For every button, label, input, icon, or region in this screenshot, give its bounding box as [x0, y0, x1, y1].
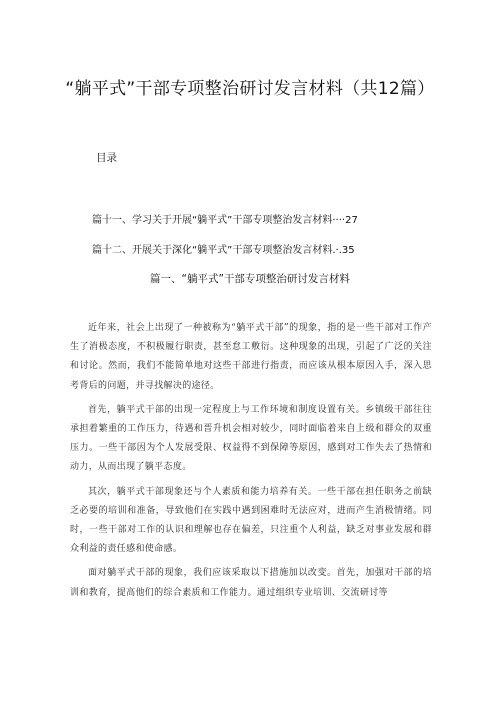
toc-entry[interactable]: 篇十一、学习关于开展“躺平式”干部专项整治发言材料····27	[92, 215, 358, 226]
toc-entry[interactable]: 篇十二、开展关于深化“躺平式”干部专项整治发言材料.·.35	[92, 245, 355, 256]
section-heading: 篇一、“躺平式”干部专项整治研讨发言材料	[150, 273, 350, 285]
toc-label: 目录	[96, 152, 117, 164]
body-text	[70, 319, 432, 608]
paragraph: 其次，躺平式干部现象还与个人素质和能力培养有关。一些干部在担任职务之前缺乏必要的培训和准备，导致他们在实践中遇到困难时无法应对，进而产生消极情绪。同时，一些干部对工作的认识和理解也存在偏差，只注重个人利益，缺乏对事业发展和群众利益的责任感和使命感。	[70, 486, 432, 555]
paragraph: 首先，躺平式干部的出现一定程度上与工作环境和制度设置有关。乡镇级干部往往承担着繁重的工作压力，待遇和晋升机会相对较少，同时面临着来自上级和群众的双重压力。一些干部因为个人发展受限、权益得不到保障等原因，感到对工作失去了热情和动力，从而出现了躺平态度。	[70, 404, 432, 473]
paragraph: 近年来，社会上出现了一种被称为“躺平式干部”的现象，指的是一些干部对工作产生了消极态度，不积极履行职责，甚至怠工敷衍。这种现象的出现，引起了广泛的关注和讨论。然而，我们不能简单地对这些干部进行指责，而应该从根本原因入手，深入思考背后的问题，并寻找解决的途径。	[70, 323, 432, 391]
paragraph: 面对躺平式干部的现象，我们应该采取以下措施加以改变。首先，加强对干部的培训和教育，提高他们的综合素质和工作能力。通过组织专业培训、交流研讨等	[70, 568, 432, 598]
document-title: “躺平式”干部专项整治研讨发言材料（共12篇）	[65, 79, 435, 99]
